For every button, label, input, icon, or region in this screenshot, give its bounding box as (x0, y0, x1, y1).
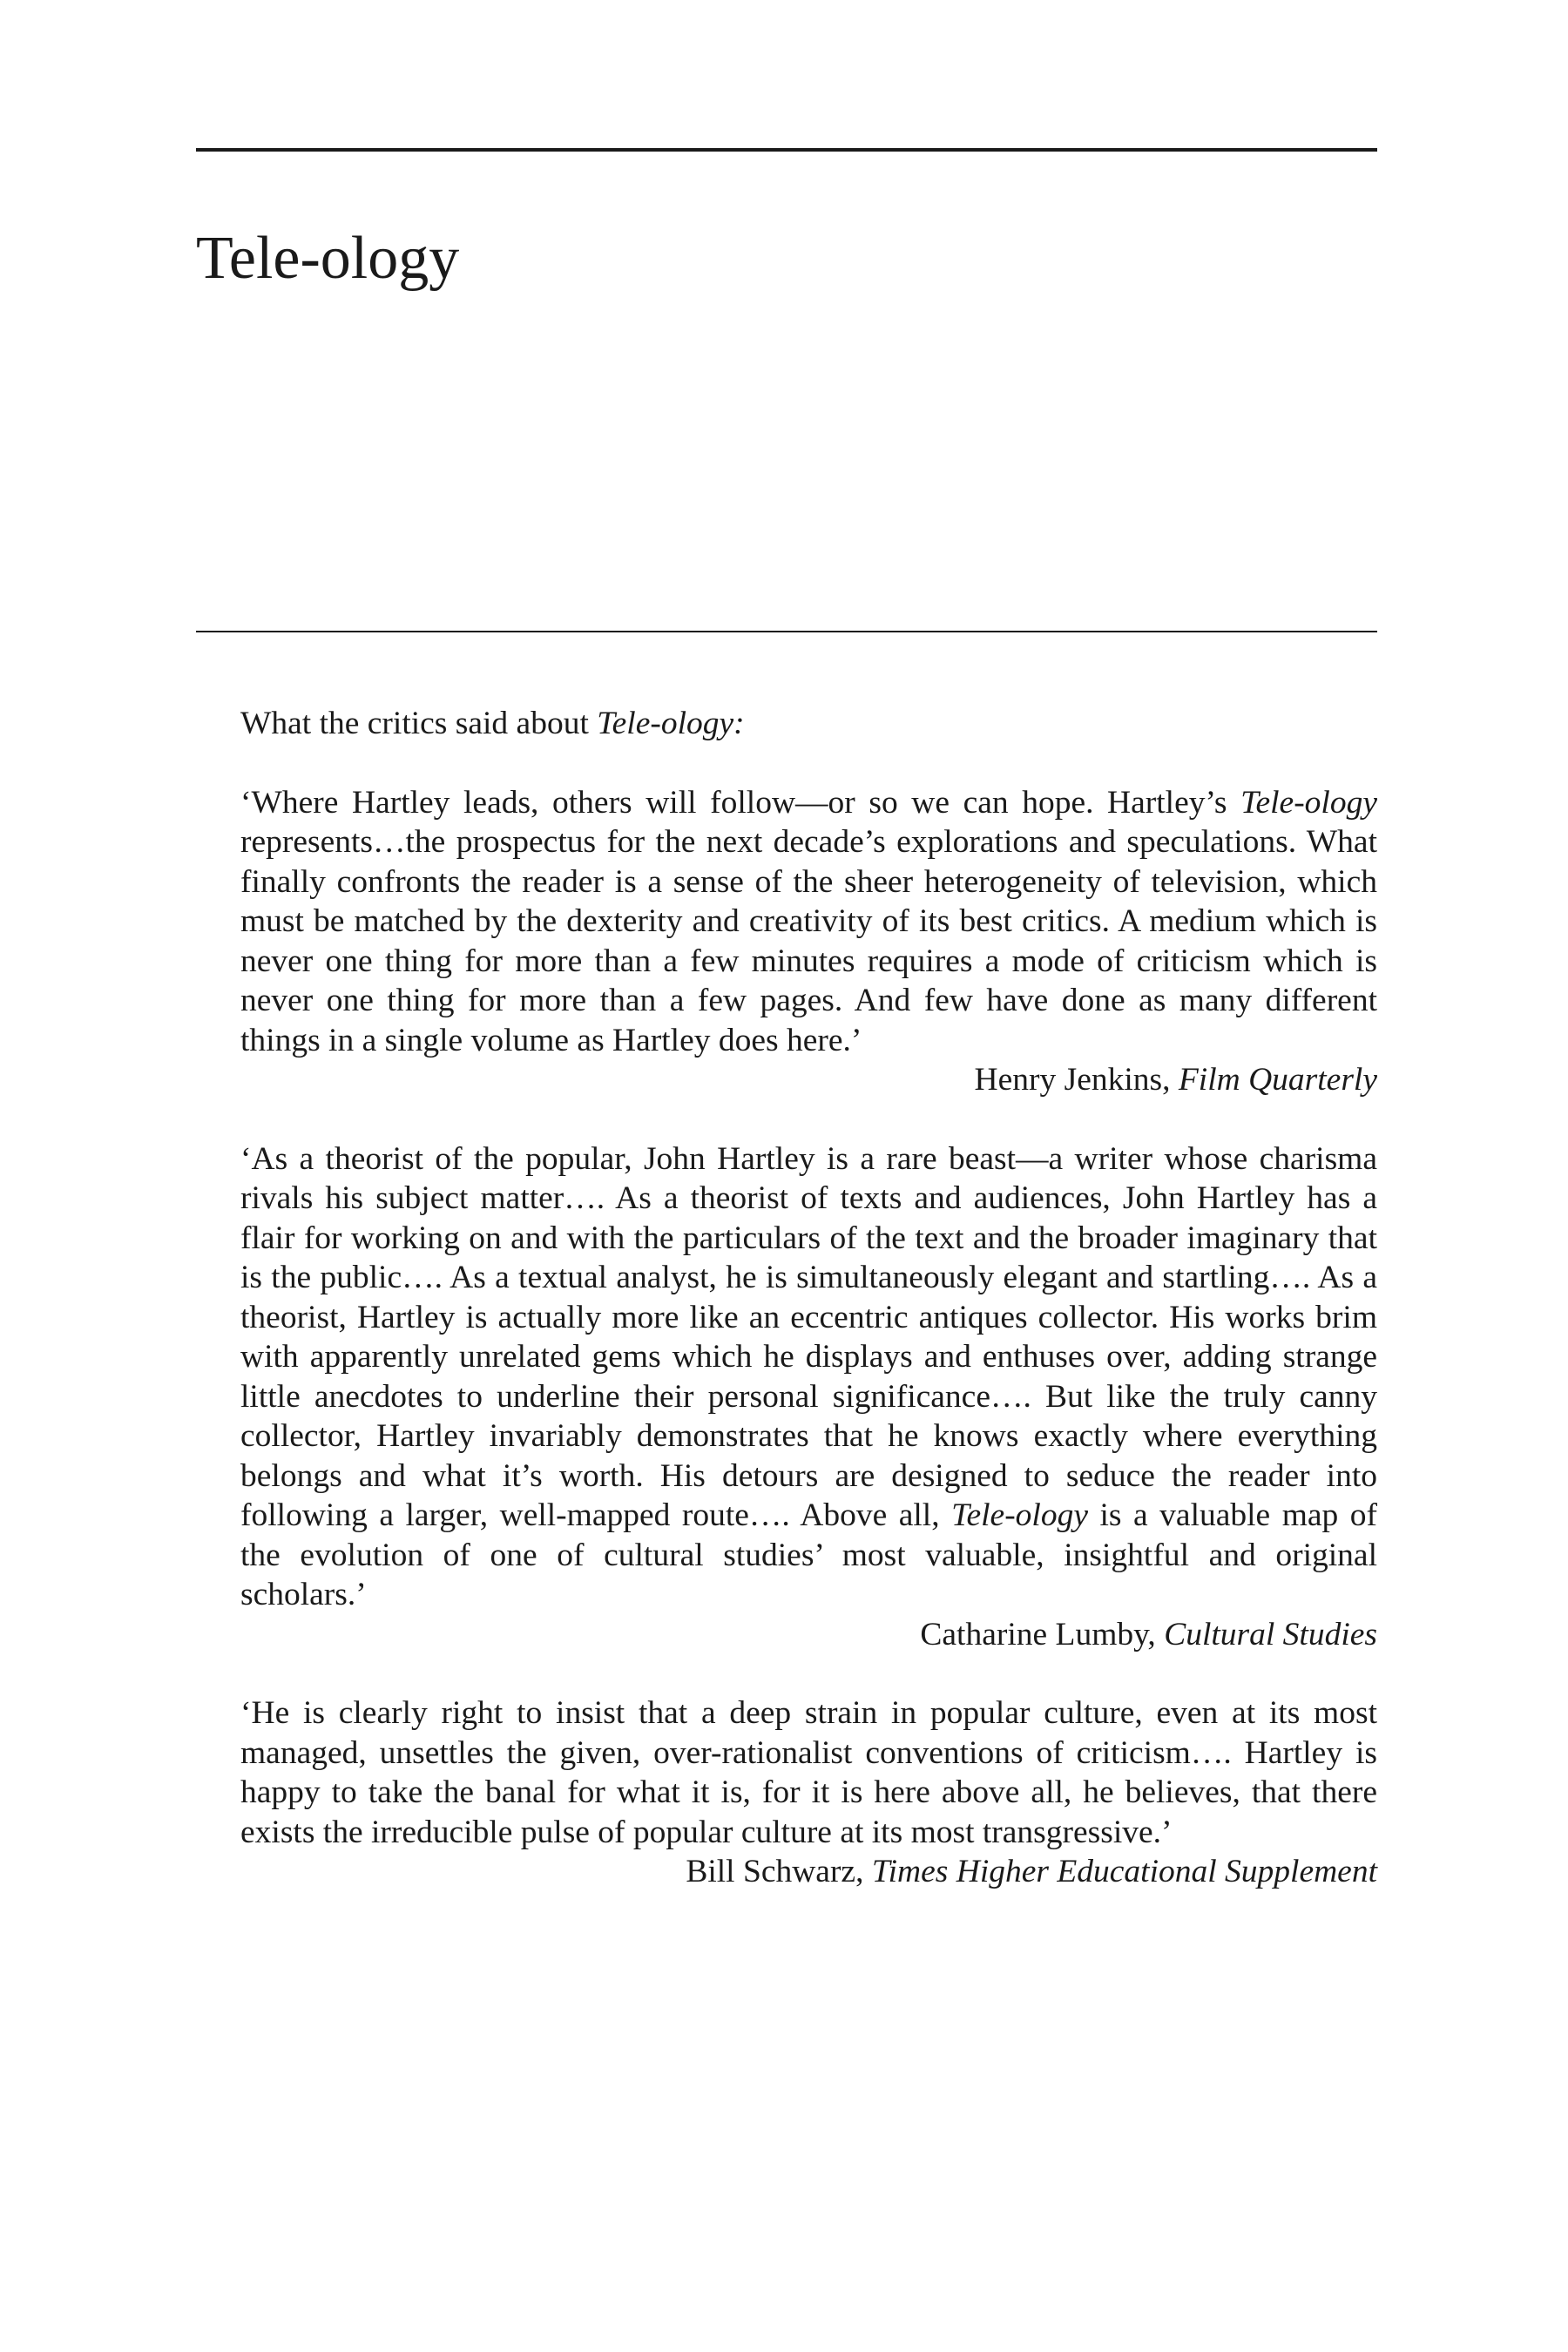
critic-attribution-lumby (240, 1615, 1377, 1655)
praise-intro (240, 704, 1377, 744)
quote-text: ‘Where Hartley leads, others will follow—or so we can hope. Hartley’s (240, 784, 1241, 821)
publication-name: Times Higher Educational Supplement (871, 1854, 1377, 1889)
quote-text: is a valuable map of the evolution of one of cultural studies’ most valuable, insightful and original scholars.’ (240, 1497, 1377, 1612)
critic-name: Henry Jenkins, (974, 1062, 1179, 1098)
top-rule (196, 148, 1377, 152)
critic-attribution-schwarz (240, 1852, 1377, 1892)
quote-text: ‘He is clearly right to insist that a deep strain in popular culture, even at its most managed, unsettles the given, over-rationalist conventions of criticism…. Hartley is happy to take the banal for what it is, for it is here above all, he believes, that there exists the irreducible pulse of popular culture at its most transgressive.’ (240, 1695, 1377, 1850)
critic-quote-schwarz (240, 1693, 1377, 1852)
quote-book-title: Tele-ology (951, 1497, 1088, 1533)
critic-name: Catharine Lumby, (920, 1616, 1165, 1652)
publication-name: Cultural Studies (1164, 1616, 1377, 1652)
quote-text: represents…the prospectus for the next decade’s explorations and speculations. What finally confronts the reader is a sense of the sheer heterogeneity of television, which must be matched by the dexterity and creativity of its best critics. A medium which is never one thing for more than a few minutes requires a mode of criticism which is never one thing for more than a few pages. And few have done as many different things in a single volume as Hartley does here.’ (240, 824, 1377, 1058)
critic-quote-jenkins (240, 783, 1377, 1061)
critic-name: Bill Schwarz, (686, 1854, 872, 1889)
page-title: Tele-ology (196, 225, 460, 292)
quote-text: ‘As a theorist of the popular, John Hartley is a rare beast—a writer whose charisma rivals his subject matter…. As a theorist of texts and audiences, John Hartley has a flair for working on and with the particulars of the text and the broader imaginary that is the public…. As a textual analyst, he is simultaneously elegant and startling…. As a theorist, Hartley is actually more like an eccentric antiques collector. His works brim with apparently unrelated gems which he displays and enthuses over, adding strange little anecdotes to underline their personal significance…. But like the truly canny collector, Hartley invariably demonstrates that he knows exactly where everything belongs and what it’s worth. His detours are designed to seduce the reader into following a larger, well-mapped route…. Above all, (240, 1140, 1377, 1533)
praise-intro-text: What the critics said about (240, 706, 598, 741)
critic-quote-lumby (240, 1139, 1377, 1615)
critics-praise-section (240, 704, 1377, 1892)
praise-intro-book-title: Tele-ology: (597, 706, 745, 741)
section-rule (196, 631, 1377, 632)
critic-attribution-jenkins (240, 1060, 1377, 1100)
publication-name: Film Quarterly (1178, 1062, 1377, 1098)
quote-book-title: Tele-ology (1240, 784, 1377, 821)
